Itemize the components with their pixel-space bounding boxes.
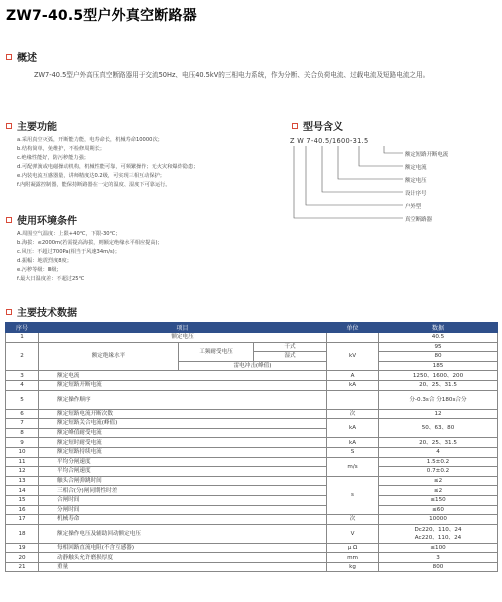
specs-heading xyxy=(6,304,77,319)
environment-heading xyxy=(6,212,77,227)
row-unit: kV xyxy=(327,342,379,371)
row-unit xyxy=(327,390,379,409)
row-item: 三相合(分)闸同期性时差 xyxy=(39,486,327,496)
row-no: 8 xyxy=(6,428,39,438)
table-header-row xyxy=(6,323,498,333)
row-item: 分闸时间 xyxy=(39,505,327,515)
table-row xyxy=(6,543,498,553)
list-item: b.海拔：≤2000m(若需提高海拔，则额定绝缘水平相应提高)； xyxy=(17,239,163,246)
table-row xyxy=(6,419,498,429)
row-item: 重量 xyxy=(39,562,327,572)
overview-text: ZW7-40.5型户外高压真空断路器用于交流50Hz、电压40.5kV的三相电力系统，作为分断、关合负荷电流、过载电流及短路电流之用。 xyxy=(34,71,430,79)
row-unit: m/s xyxy=(327,457,379,476)
row-unit: V xyxy=(327,524,379,543)
row-unit: S xyxy=(327,447,379,457)
row-value: ≤2 xyxy=(379,476,498,486)
table-row xyxy=(6,380,498,390)
list-item: d.可配弹簧或电磁操动机构，机械性能可靠，可频繁操作；无火灾和爆炸隐患； xyxy=(17,163,199,170)
row-item: 动静触头允许磨损厚度 xyxy=(39,553,327,563)
row-no: 3 xyxy=(6,371,39,381)
list-item: d.振幅：地震烈度8度； xyxy=(17,257,72,264)
functions-heading xyxy=(6,118,57,133)
row-no: 5 xyxy=(6,390,39,409)
table-row xyxy=(6,371,498,381)
table-row xyxy=(6,515,498,525)
list-item: a.采用真空灭弧，开断能力能，电寿命长，机械寿命10000次； xyxy=(17,137,163,143)
list-item: c.绝缘性能好，防污秽能力强； xyxy=(17,154,89,161)
row-no: 7 xyxy=(6,419,39,429)
table-row xyxy=(6,409,498,419)
model-diagram xyxy=(290,137,500,247)
row-value: 4 xyxy=(379,447,498,457)
row-value: 20、25、31.5 xyxy=(379,380,498,390)
table-row xyxy=(6,467,498,477)
functions-heading-text: 主要功能 xyxy=(17,122,57,133)
row-item: 额定短路持续电流 xyxy=(39,447,327,457)
row-value-line: Ac220、110、24 xyxy=(414,534,462,541)
row-no: 17 xyxy=(6,515,39,525)
model-label: 额定短路开断电流 xyxy=(405,152,449,158)
list-item: A.周围空气温度：上限+40℃，下限-30℃； xyxy=(17,231,121,237)
table-row xyxy=(6,505,498,515)
row-value: ≤150 xyxy=(379,495,498,505)
row-unit: s xyxy=(327,476,379,514)
table-row xyxy=(6,438,498,448)
row-item: 合闸时间 xyxy=(39,495,327,505)
row-value: 0.7±0.2 xyxy=(379,467,498,477)
row-unit: kA xyxy=(327,419,379,438)
row-unit: 次 xyxy=(327,515,379,525)
row-item: 额定电流 xyxy=(39,371,327,381)
row-value: 185 xyxy=(379,361,498,371)
functions-list xyxy=(17,136,198,189)
row-value: ≤60 xyxy=(379,505,498,515)
row-no: 15 xyxy=(6,495,39,505)
overview-heading xyxy=(6,49,37,64)
model-label: 额定电流 xyxy=(405,165,427,171)
row-item: 平均分闸速度 xyxy=(39,457,327,467)
section-square-icon xyxy=(6,123,12,129)
row-item: 机械寿命 xyxy=(39,515,327,525)
table-row xyxy=(6,495,498,505)
list-item: e.污秽等级：Ⅲ级； xyxy=(17,266,62,273)
section-square-icon xyxy=(6,54,12,60)
table-row xyxy=(6,457,498,467)
table-row xyxy=(6,342,498,352)
row-value: 95 xyxy=(379,342,498,352)
environment-list xyxy=(17,230,163,283)
row-no: 20 xyxy=(6,553,39,563)
specs-heading-text: 主要技术数据 xyxy=(17,308,77,319)
row-value: 12 xyxy=(379,409,498,419)
table-row xyxy=(6,486,498,496)
model-label: 真空断路器 xyxy=(405,217,432,223)
row-no: 10 xyxy=(6,447,39,457)
table-row xyxy=(6,333,498,343)
row-item: 额定峰值耐受电流 xyxy=(39,428,327,438)
row-no: 11 xyxy=(6,457,39,467)
list-item: c.风压：不超过700Pa(相当于风速34m/s)； xyxy=(17,248,120,255)
row-no: 21 xyxy=(6,562,39,572)
row-value: 3 xyxy=(379,553,498,563)
row-item: 额定操作电压及辅助回动额定电压 xyxy=(39,524,327,543)
row-unit: kA xyxy=(327,438,379,448)
row-unit: μ Ω xyxy=(327,543,379,553)
row-value-line: Dc220、110、24 xyxy=(414,526,462,533)
list-item: b.结构简单，免维护，不检修周期长； xyxy=(17,145,105,152)
row-value: 50、63、80 xyxy=(379,419,498,438)
table-row xyxy=(6,562,498,572)
model-label: 户外型 xyxy=(405,204,422,210)
header-no: 序号 xyxy=(6,323,39,333)
bracket-line xyxy=(294,146,403,218)
page-title: ZW7-40.5型户外真空断路器 xyxy=(6,8,197,24)
row-no: 19 xyxy=(6,543,39,553)
row-no: 2 xyxy=(6,342,39,371)
row-unit: A xyxy=(327,371,379,381)
section-square-icon xyxy=(6,217,12,223)
row-unit: kA xyxy=(327,380,379,390)
row-item: 额定绝缘水平 xyxy=(39,342,179,371)
row-item: 额定短路关合电流(峰值) xyxy=(39,419,327,429)
table-row xyxy=(6,476,498,486)
specs-table xyxy=(5,322,498,572)
bracket-line xyxy=(306,146,403,205)
row-no: 9 xyxy=(6,438,39,448)
row-no: 14 xyxy=(6,486,39,496)
row-no: 1 xyxy=(6,333,39,343)
overview-heading-text: 概述 xyxy=(17,53,37,64)
row-value: 20、25、31.5 xyxy=(379,438,498,448)
row-no: 18 xyxy=(6,524,39,543)
row-subitem: 湿式 xyxy=(254,352,327,362)
row-no: 16 xyxy=(6,505,39,515)
bracket-line xyxy=(384,146,403,153)
row-value: ≤2 xyxy=(379,486,498,496)
header-unit: 单位 xyxy=(327,323,379,333)
model-label: 额定电压 xyxy=(405,178,427,184)
header-data: 数据 xyxy=(379,323,498,333)
row-subitem: 干式 xyxy=(254,342,327,352)
row-value: 40.5 xyxy=(379,333,498,343)
model-bracket-lines xyxy=(290,137,500,247)
row-item: 额定电压 xyxy=(39,333,327,343)
row-unit: mm xyxy=(327,553,379,563)
row-value: 800 xyxy=(379,562,498,572)
model-code: Z W 7-40.5/1600-31.5 xyxy=(290,137,369,145)
row-subitem: 工频耐受电压 xyxy=(179,342,254,361)
model-label: 设计序号 xyxy=(405,191,427,197)
row-item: 每相回路直流电阻(不含互感器) xyxy=(39,543,327,553)
table-row xyxy=(6,553,498,563)
section-square-icon xyxy=(292,123,298,129)
row-item: 额定短时耐受电流 xyxy=(39,438,327,448)
bracket-line xyxy=(338,146,403,179)
row-subitem: 雷电冲击(峰值) xyxy=(179,361,327,371)
row-no: 4 xyxy=(6,380,39,390)
row-unit: kg xyxy=(327,562,379,572)
header-item: 项目 xyxy=(39,323,327,333)
list-item: e.内装电流互感器量，讲师精度达0.2级，可实现三相互动保护； xyxy=(17,172,165,179)
row-unit xyxy=(327,333,379,343)
row-value: 分-0.3s合 分180s合分 xyxy=(379,390,498,409)
row-item: 额定操作顺序 xyxy=(39,390,327,409)
row-value: 10000 xyxy=(379,515,498,525)
table-row xyxy=(6,524,498,543)
row-value: 1.5±0.2 xyxy=(379,457,498,467)
model-heading xyxy=(292,118,343,133)
table-row xyxy=(6,390,498,409)
row-item: 额定短路开断电流 xyxy=(39,380,327,390)
row-value: ≤100 xyxy=(379,543,498,553)
environment-heading-text: 使用环境条件 xyxy=(17,216,77,227)
table-row xyxy=(6,447,498,457)
row-item: 触头合闸弹跳时间 xyxy=(39,476,327,486)
row-value: 1250、1600、200 xyxy=(379,371,498,381)
list-item: f.内附凝露控制器，能保持断路器在一定的温度、湿度下可靠运行。 xyxy=(17,181,171,188)
row-no: 13 xyxy=(6,476,39,486)
row-value: 80 xyxy=(379,352,498,362)
row-unit: 次 xyxy=(327,409,379,419)
bracket-line xyxy=(359,146,403,166)
section-square-icon xyxy=(6,309,12,315)
row-item: 额定短路电流开断次数 xyxy=(39,409,327,419)
row-item: 平均合闸速度 xyxy=(39,467,327,477)
row-no: 12 xyxy=(6,467,39,477)
list-item: f.最大日温度差：不超过25℃ xyxy=(17,275,85,282)
row-value xyxy=(379,524,498,543)
model-heading-text: 型号含义 xyxy=(303,122,343,133)
row-no: 6 xyxy=(6,409,39,419)
